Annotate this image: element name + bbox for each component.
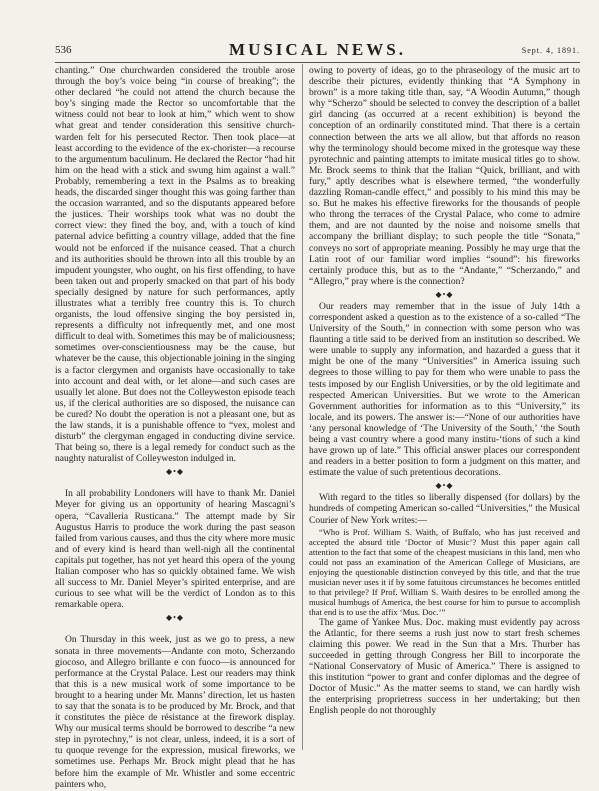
section-ornament: ◆•◆	[435, 289, 454, 299]
page-number: 536	[55, 44, 72, 56]
section-ornament: ◆•◆	[435, 481, 454, 491]
paragraph-musical-titles: owing to poverty of ideas, go to the phraseology of the music art to describe their pictures, evidently thinking that “A Symphony in brown” is a more taking title than, say, “A Woodin Autumn,” though why “Scherzo” should be selected to convey the description of a ballet girl dancing (as occurred at a recent exhibition) is beyond the conception of an ordinarily constituted mind. That there is a certain connection between the arts we all allow, but that affords no reason why the terminology should become mixed in the grotesque way these pyrotechnic and painting attempts to imitate musical titles go to show. Mr. Brock seems to think that the Italian “Quick, brilliant, and with fury,” aptly describes what is elsewhere termed, “the wonderfully dazzling Roman-candle effect,” and possibly to his mind this may be so. But he makes his effective fireworks for the thousands of people who throng the terraces of the Crystal Palace, who come to admire them, and are not daunted by the noise and noisome smells that accompany the brilliant display; to such people the title “Sonata,” conveys no sort of appropriate meaning. Possibly he may urge that the Latin root of our familiar word implies “sound”: his fireworks certainly produce this, but as to the “Andante,” “Scherzando,” and “Allegro,” pray where is the connection?	[309, 66, 580, 287]
left-column	[55, 66, 295, 791]
column-divider	[302, 64, 303, 750]
paragraph-american-titles: With regard to the titles so liberally dispensed (for dollars) by the hundreds of competing American so-called “Universities,” the Musical Courier of New York writes:—	[309, 493, 580, 526]
section-ornament: ◆•◆	[165, 467, 185, 477]
page-header	[55, 40, 580, 63]
issue-date: Sept. 4, 1891.	[521, 46, 580, 55]
journal-title: MUSICAL NEWS.	[229, 40, 406, 59]
paragraph-yankee-mus-doc: The game of Yankee Mus. Doc. making must evidently pay across the Atlantic, for there seems a rush just now to start fresh schemes claiming this power. We read in the Sun that a Mrs. Thurber has succeeded in getting through Congress her Bill to incorporate the “National Conservatory of Music of America.” There is assigned to this institution “power to grant and confer diplomas and the degree of Doctor of Music.” As the matter seems to stand, we can hardly wish the enterprising proprietress success in her undertaking; but then English people do not thoroughly	[309, 617, 580, 717]
quotation-musical-courier: “Who is Prof. William S. Waith, of Buffalo, who has just received and accepted the absurd title ‘Doctor of Music’? Must this paper again call attention to the fact that some of the cheapest musicians in this land, men who could not pass an examination of the American College of Musicians, are enjoying the questionable distinction conveyed by this title, and that the true musician never uses it if by some fatuitous circumstances he becomes entitled to that privilege? If Prof. William S. Waith desires to be enrolled among the musical humbugs of America, the best course for him to pursue to accomplish that end is to use the affix ‘Mus. Doc.’”	[309, 526, 580, 618]
paragraph-church-boy: chanting.” One churchwarden considered the trouble arose through the boy’s voice being “in course of breaking”; the other declared “he could not attend the church because the boy’s singing made the Rector so uncomfortable that the witness could not bear to look at him,” which went to show what great and tender consideration this sensitive church-warden felt for his persecuted Rector. Then took place—at least according to the evidence of the ex-chorister—a recourse to the argumentum baculinum. He declared the Rector “had hit him on the head with a stick and swung him against a wall.” Probably, remembering a text in the Psalms as to breaking heads, the discarded singer thought this was going farther than the occasion warranted, and so the disputants appeared before the justices. Their worships took what was no doubt the correct view: they fined the boy, and, with a touch of kind paternal advice befitting a country village, added that the fine would not be enforced if the nuisance ceased. That a church and its authorities should be thrown into all this trouble by an impudent youngster, who ought, on his first offending, to have been taken out and properly smacked on that part of his body specially designed by nature for such performances, aptly illustrates what a terribly free country this is. To church organists, the loud offensive singing the boy persisted in, represents a difficulty not infrequently met, and one most difficult to deal with. Sometimes this may be of maliciousness; sometimes over-conscientiousness may be the cause, but whatever be the cause, this objectionable joining in the singing is a factor clergymen and organists have occasionally to take into account and deal with, or let alone—and such cases are usually let alone. But does not the Colleyweston episode teach us, if the clerical authorities are so disposed, the nuisance can be cured? No doubt the operation is not a pleasant one, but as the law stands, it is a punishable offence to “vex, molest and disturb” the clergyman engaged in conducting divine service. That being so, there is a legal remedy for conduct such as the naughty naturalist of Colleyweston indulged in.	[55, 66, 295, 465]
paragraph-firework-sonata: On Thursday in this week, just as we go to press, a new sonata in three movements—Andante con moto, Scherzando giocoso, and Allegro brillante e con fuoco—is announced for performance at the Crystal Palace. Lest our readers may think that this is a new musical work of some importance to be brought to a hearing under Mr. Manns’ direction, let us hasten to say that the sonata is to be produced by Mr. Brock, and that it constitutes the pièce de résistance at the firework display. Why our musical terms should be borrowed to describe “a new step in pyrotechny,” is not clear, unless, indeed, it is a sort of tu quoque revenge for the expression, musical fireworks, we sometimes use. Perhaps Mr. Brock might plead that he has before him the example of Mr. Whistler and some eccentric painters who,	[55, 635, 295, 790]
section-ornament: ◆•◆	[165, 613, 185, 623]
paragraph-cavalleria: In all probability Londoners will have to thank Mr. Daniel Meyer for giving us an opportunity of hearing Mascagni’s opera, “Cavalleria Rusticana.” The attempt made by Sir Augustus Harris to produce the work during the past season failed from various causes, and thus the city where more music and of every kind is heard than well-nigh all the continental capitals put together, has not yet heard this opera of the young Italian composer who has so quickly obtained fame. We wish all success to Mr. Daniel Meyer’s spirited enterprise, and are curious to see what will be the verdict of London as to this remarkable opera.	[55, 489, 295, 611]
paragraph-university-south: Our readers may remember that in the issue of July 14th a correspondent asked a question as to the existence of a so-called “The University of the South,” in connection with some person who was flaunting a title said to be derived from an institution so described. We were unable to supply any information, and hazarded a guess that it might be one of the many “Universities” in America issuing such degrees to those willing to pay for them who were unable to pass the tests imposed by our English Universities, or by the old legitimate and respected American Universities. But we wrote to the American Government authorities for information as to this “University,” its locale, and its powers. The answer is:—“None of our authorities have ‘any personal knowledge of ‘The University of the South,’ ‘the South being a vast country where a good many institu-‘tions of such a kind have grown up of late.” This official answer places our correspondent and readers in a better position to form a judgment on this matter, and estimate the value of such pretentious decorations.	[309, 301, 580, 479]
right-column	[309, 66, 580, 717]
